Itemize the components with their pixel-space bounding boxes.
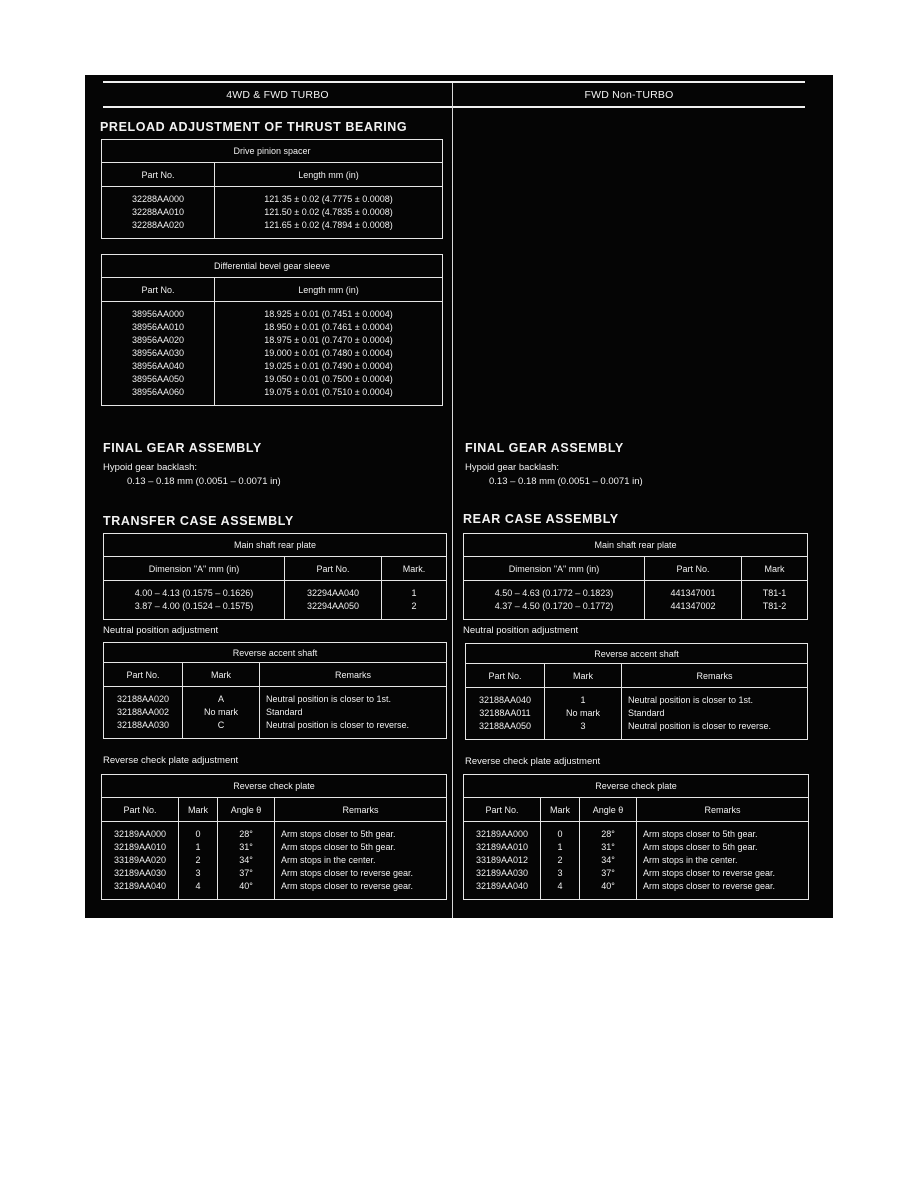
dimension-cell xyxy=(104,581,285,620)
dimension-0: 4.00 – 4.13 (0.1575 – 0.1626) xyxy=(134,588,254,598)
mark-0: 0 xyxy=(557,829,563,839)
remarks-cell xyxy=(637,822,809,900)
mark-1: 1 xyxy=(557,842,563,852)
sleeve-length-4: 19.025 ± 0.01 (0.7490 ± 0.0004) xyxy=(264,361,393,371)
part-cell xyxy=(104,687,183,739)
rear-case-title: REAR CASE ASSEMBLY xyxy=(463,512,619,526)
angle-1: 31° xyxy=(239,842,253,852)
part-cell xyxy=(466,688,545,740)
remarks-1: Standard xyxy=(266,707,303,717)
part-2: 32188AA030 xyxy=(116,720,170,730)
part-2: 33189AA020 xyxy=(113,855,167,865)
column-header-remarks: Remarks xyxy=(260,663,447,687)
header-rule xyxy=(103,106,805,108)
column-header-mark: Mark xyxy=(545,664,622,688)
table-caption: Drive pinion spacer xyxy=(102,140,443,163)
column-header-part: Part No. xyxy=(285,557,382,581)
spec-sheet xyxy=(85,75,833,918)
drive-pinion-spacer-table xyxy=(101,139,443,239)
mark-3: 3 xyxy=(557,868,563,878)
mark-4: 4 xyxy=(557,881,563,891)
spacer-length-0: 121.35 ± 0.02 (4.7775 ± 0.0008) xyxy=(264,194,393,204)
column-divider xyxy=(452,83,453,918)
column-header-mark: Mark xyxy=(179,798,218,822)
right-main-shaft-table xyxy=(463,533,808,620)
column-header-part: Part No. xyxy=(104,663,183,687)
remarks-0: Neutral position is closer to 1st. xyxy=(266,694,392,704)
table-caption: Differential bevel gear sleeve xyxy=(102,255,443,278)
column-header-remarks: Remarks xyxy=(637,798,809,822)
angle-3: 37° xyxy=(239,868,253,878)
spacer-part-2: 32288AA020 xyxy=(131,220,185,230)
right-reverse-accent-table xyxy=(465,643,808,740)
remarks-2: Arm stops in the center. xyxy=(281,855,376,865)
right-neutral-label: Neutral position adjustment xyxy=(463,625,579,636)
mark-1: 2 xyxy=(411,601,417,611)
column-header-dimension: Dimension "A" mm (in) xyxy=(464,557,645,581)
remarks-2: Neutral position is closer to reverse. xyxy=(628,721,772,731)
mark-1: No mark xyxy=(565,708,600,718)
left-neutral-label: Neutral position adjustment xyxy=(103,625,219,636)
remarks-cell xyxy=(275,822,447,900)
right-backlash-label: Hypoid gear backlash: xyxy=(465,462,559,473)
mark-1: T81-2 xyxy=(762,601,787,611)
sleeve-length-6: 19.075 ± 0.01 (0.7510 ± 0.0004) xyxy=(264,387,393,397)
part-4: 32189AA040 xyxy=(113,881,167,891)
left-check-plate-label: Reverse check plate adjustment xyxy=(103,755,239,766)
spacer-part-cell xyxy=(102,187,215,239)
mark-0: 1 xyxy=(411,588,417,598)
mark-0: 1 xyxy=(580,695,586,705)
column-header-mark: Mark xyxy=(183,663,260,687)
mark-cell xyxy=(183,687,260,739)
sleeve-part-5: 38956AA050 xyxy=(131,374,185,384)
right-check-plate-label: Reverse check plate adjustment xyxy=(465,756,601,767)
sleeve-part-0: 38956AA000 xyxy=(131,309,185,319)
left-final-gear-title: FINAL GEAR ASSEMBLY xyxy=(103,441,262,455)
part-cell xyxy=(645,581,742,620)
table-caption: Reverse check plate xyxy=(464,775,809,798)
dimension-cell xyxy=(464,581,645,620)
left-reverse-check-table xyxy=(101,774,447,900)
dimension-1: 3.87 – 4.00 (0.1524 – 0.1575) xyxy=(134,601,254,611)
angle-3: 37° xyxy=(601,868,615,878)
column-header-mark: Mark xyxy=(541,798,580,822)
angle-2: 34° xyxy=(239,855,253,865)
remarks-1: Arm stops closer to 5th gear. xyxy=(281,842,396,852)
sleeve-part-3: 38956AA030 xyxy=(131,348,185,358)
column-header-part: Part No. xyxy=(102,278,215,302)
left-reverse-accent-table xyxy=(103,642,447,739)
angle-0: 28° xyxy=(239,829,253,839)
column-header-remarks: Remarks xyxy=(622,664,808,688)
column-header-part: Part No. xyxy=(466,664,545,688)
part-1: 441347002 xyxy=(670,601,716,611)
sleeve-length-2: 18.975 ± 0.01 (0.7470 ± 0.0004) xyxy=(264,335,393,345)
dimension-0: 4.50 – 4.63 (0.1772 – 0.1823) xyxy=(494,588,614,598)
spacer-length-1: 121.50 ± 0.02 (4.7835 ± 0.0008) xyxy=(264,207,393,217)
remarks-1: Arm stops closer to 5th gear. xyxy=(643,842,758,852)
part-0: 441347001 xyxy=(670,588,716,598)
mark-cell xyxy=(742,581,808,620)
remarks-0: Arm stops closer to 5th gear. xyxy=(643,829,758,839)
angle-1: 31° xyxy=(601,842,615,852)
column-header-part: Part No. xyxy=(645,557,742,581)
mark-2: 3 xyxy=(580,721,586,731)
sleeve-length-0: 18.925 ± 0.01 (0.7451 ± 0.0004) xyxy=(264,309,393,319)
part-3: 32189AA030 xyxy=(475,868,529,878)
right-column-title: FWD Non-TURBO xyxy=(584,89,674,101)
transfer-case-title: TRANSFER CASE ASSEMBLY xyxy=(103,514,294,528)
column-header-length: Length mm (in) xyxy=(215,278,443,302)
sleeve-length-3: 19.000 ± 0.01 (0.7480 ± 0.0004) xyxy=(264,348,393,358)
part-cell xyxy=(464,822,541,900)
sleeve-part-cell xyxy=(102,302,215,406)
part-cell xyxy=(102,822,179,900)
remarks-3: Arm stops closer to reverse gear. xyxy=(643,868,776,878)
part-4: 32189AA040 xyxy=(475,881,529,891)
remarks-4: Arm stops closer to reverse gear. xyxy=(643,881,776,891)
part-3: 32189AA030 xyxy=(113,868,167,878)
mark-0: T81-1 xyxy=(762,588,787,598)
mark-3: 3 xyxy=(195,868,201,878)
spacer-length-cell xyxy=(215,187,443,239)
table-caption: Reverse check plate xyxy=(102,775,447,798)
part-0: 32188AA020 xyxy=(116,694,170,704)
angle-2: 34° xyxy=(601,855,615,865)
column-header-remarks: Remarks xyxy=(275,798,447,822)
right-final-gear-title: FINAL GEAR ASSEMBLY xyxy=(465,441,624,455)
sleeve-length-cell xyxy=(215,302,443,406)
sleeve-part-4: 38956AA040 xyxy=(131,361,185,371)
mark-cell xyxy=(382,581,447,620)
dimension-1: 4.37 – 4.50 (0.1720 – 0.1772) xyxy=(494,601,614,611)
remarks-4: Arm stops closer to reverse gear. xyxy=(281,881,414,891)
angle-4: 40° xyxy=(239,881,253,891)
part-cell xyxy=(285,581,382,620)
angle-4: 40° xyxy=(601,881,615,891)
mark-4: 4 xyxy=(195,881,201,891)
part-1: 32189AA010 xyxy=(113,842,167,852)
top-rule xyxy=(103,81,805,83)
mark-2: 2 xyxy=(195,855,201,865)
mark-2: 2 xyxy=(557,855,563,865)
mark-2: C xyxy=(217,720,225,730)
mark-1: No mark xyxy=(203,707,238,717)
column-header-length: Length mm (in) xyxy=(215,163,443,187)
part-1: 32294AA050 xyxy=(306,601,360,611)
bevel-gear-sleeve-table xyxy=(101,254,443,406)
part-0: 32294AA040 xyxy=(306,588,360,598)
preload-title: PRELOAD ADJUSTMENT OF THRUST BEARING xyxy=(100,120,408,134)
column-header-angle: Angle θ xyxy=(218,798,275,822)
mark-cell xyxy=(545,688,622,740)
part-2: 33189AA012 xyxy=(475,855,529,865)
part-0: 32189AA000 xyxy=(113,829,167,839)
part-1: 32188AA011 xyxy=(479,708,531,718)
sleeve-part-6: 38956AA060 xyxy=(131,387,185,397)
mark-0: 0 xyxy=(195,829,201,839)
part-0: 32188AA040 xyxy=(478,695,532,705)
column-header-part: Part No. xyxy=(464,798,541,822)
column-header-part: Part No. xyxy=(102,798,179,822)
remarks-0: Neutral position is closer to 1st. xyxy=(628,695,754,705)
remarks-3: Arm stops closer to reverse gear. xyxy=(281,868,414,878)
mark-0: A xyxy=(217,694,224,704)
spacer-part-0: 32288AA000 xyxy=(131,194,185,204)
part-2: 32188AA050 xyxy=(478,721,532,731)
mark-cell xyxy=(541,822,580,900)
column-header-mark: Mark xyxy=(742,557,808,581)
column-header-angle: Angle θ xyxy=(580,798,637,822)
column-header-mark: Mark. xyxy=(382,557,447,581)
table-caption: Reverse accent shaft xyxy=(104,643,447,663)
left-backlash-value: 0.13 – 0.18 mm (0.0051 – 0.0071 in) xyxy=(127,476,281,487)
part-1: 32188AA002 xyxy=(116,707,170,717)
angle-cell xyxy=(580,822,637,900)
left-column-title: 4WD & FWD TURBO xyxy=(226,89,329,101)
table-caption: Main shaft rear plate xyxy=(464,534,808,557)
angle-cell xyxy=(218,822,275,900)
remarks-2: Arm stops in the center. xyxy=(643,855,738,865)
part-1: 32189AA010 xyxy=(475,842,529,852)
table-caption: Reverse accent shaft xyxy=(466,644,808,664)
sleeve-part-1: 38956AA010 xyxy=(131,322,185,332)
mark-1: 1 xyxy=(195,842,201,852)
sleeve-length-5: 19.050 ± 0.01 (0.7500 ± 0.0004) xyxy=(264,374,393,384)
table-caption: Main shaft rear plate xyxy=(104,534,447,557)
right-backlash-value: 0.13 – 0.18 mm (0.0051 – 0.0071 in) xyxy=(489,476,643,487)
spacer-part-1: 32288AA010 xyxy=(131,207,185,217)
left-main-shaft-table xyxy=(103,533,447,620)
remarks-cell xyxy=(622,688,808,740)
remarks-cell xyxy=(260,687,447,739)
sleeve-part-2: 38956AA020 xyxy=(131,335,185,345)
mark-cell xyxy=(179,822,218,900)
left-backlash-label: Hypoid gear backlash: xyxy=(103,462,197,473)
angle-0: 28° xyxy=(601,829,615,839)
column-header-dimension: Dimension "A" mm (in) xyxy=(104,557,285,581)
right-reverse-check-table xyxy=(463,774,809,900)
remarks-2: Neutral position is closer to reverse. xyxy=(266,720,410,730)
sleeve-length-1: 18.950 ± 0.01 (0.7461 ± 0.0004) xyxy=(264,322,393,332)
remarks-1: Standard xyxy=(628,708,665,718)
part-0: 32189AA000 xyxy=(475,829,529,839)
spacer-length-2: 121.65 ± 0.02 (4.7894 ± 0.0008) xyxy=(264,220,393,230)
remarks-0: Arm stops closer to 5th gear. xyxy=(281,829,396,839)
column-header-part: Part No. xyxy=(102,163,215,187)
